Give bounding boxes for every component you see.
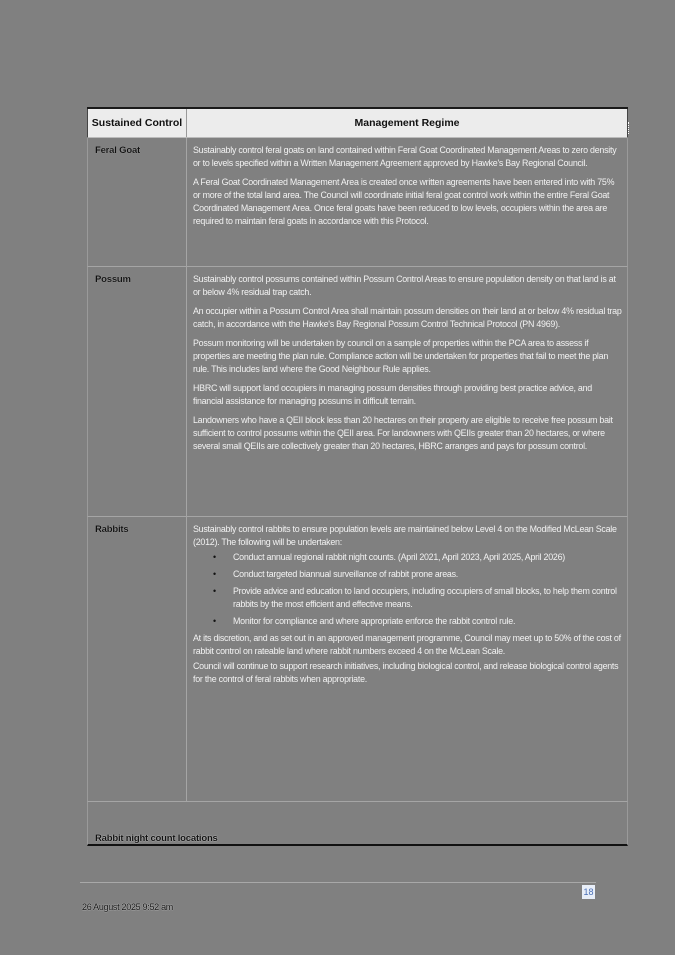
paragraph: A Feral Goat Coordinated Management Area is created once written agreements have been entered into with 75% or more of the total land area. The Council will coordinate initial feral goat control work within the entire Feral Goat Coordinated Management Area. Once feral goats have been reduced to low levels, occupiers within the area are required to maintain feral goats in accordance with this Protocol. (193, 177, 615, 226)
list-item: • Conduct annual regional rabbit night counts. (April 2021, April 2023, April 2025, April 2026) (233, 551, 622, 564)
list-item: • Monitor for compliance and where appropriate enforce the rabbit control rule. (233, 615, 622, 628)
paragraph: An occupier within a Possum Control Area shall maintain possum densities on their land at or below 4% residual trap catch, in accordance with the Hawke's Bay Regional Possum Control Technical Protocol (PN 4969). (193, 306, 622, 329)
row-content (187, 267, 627, 516)
table-row-rabbit-night-count (87, 802, 628, 846)
sustained-control-table (87, 107, 628, 846)
paragraph: Sustainably control rabbits to ensure population levels are maintained below Level 4 on the Modified McLean Scale (2012). The following will be undertaken: (193, 524, 617, 547)
paragraph: At its discretion, and as set out in an approved management programme, Council may meet up to 50% of the cost of rabbit control on rateable land where rabbit numbers exceed 4 on the McLean Scale. (193, 633, 621, 656)
paragraph: HBRC will support land occupiers in managing possum densities through providing best practice advice, and financial assistance for managing possums in difficult terrain. (193, 383, 592, 406)
row-label: Rabbits (88, 517, 187, 801)
rabbit-night-count-label: Rabbit night count locations (95, 833, 218, 844)
header-sustained-control: Sustained Control (88, 109, 187, 137)
row-label: Possum (88, 267, 187, 516)
row-content (187, 138, 627, 266)
row-label: Feral Goat (88, 138, 187, 266)
footer-divider (80, 882, 596, 883)
list-item: • Provide advice and education to land occupiers, including occupiers of small blocks, to help them control rabbits by the most efficient and effective means. (233, 585, 622, 611)
table-resize-handle[interactable] (628, 122, 631, 134)
table-header (87, 109, 628, 138)
row-content (187, 517, 627, 801)
paragraph: Sustainably control feral goats on land contained within Feral Goat Coordinated Management Areas to zero density or to levels specified within a Written Management Agreement approved by Hawke's Bay Regional Council. (193, 145, 617, 168)
table-row-feral-goat (87, 138, 628, 267)
table-row-rabbits (87, 517, 628, 802)
paragraph: Sustainably control possums contained within Possum Control Areas to ensure population density on that land is at or below 4% residual trap catch. (193, 274, 616, 297)
header-management-regime: Management Regime (354, 117, 460, 129)
paragraph: Possum monitoring will be undertaken by council on a sample of properties within the PCA area to assess if properties are meeting the plan rule. Compliance action will be undertaken for properties that fail to meet the plan rule. This includes land where the Good Neighbour Rule applies. (193, 338, 609, 374)
print-timestamp: 26 August 2025 9:52 am (82, 902, 173, 912)
paragraph: Council will continue to support research initiatives, including biological control, and release biological control agents for the control of feral rabbits when appropriate. (193, 661, 619, 684)
page-number: 18 (583, 887, 594, 897)
table-row-possum (87, 267, 628, 517)
paragraph: Landowners who have a QEII block less than 20 hectares on their property are eligible to receive free possum bait sufficient to control possums within the QEII area. For landowners with QEIIs greater than 20 hectares, or where several small QEIIs are collectively greater than 20 hectares, HBRC arranges and pays for possum control. (193, 415, 613, 451)
bullet-list (193, 551, 622, 628)
list-item: • Conduct targeted biannual surveillance of rabbit prone areas. (233, 568, 622, 581)
